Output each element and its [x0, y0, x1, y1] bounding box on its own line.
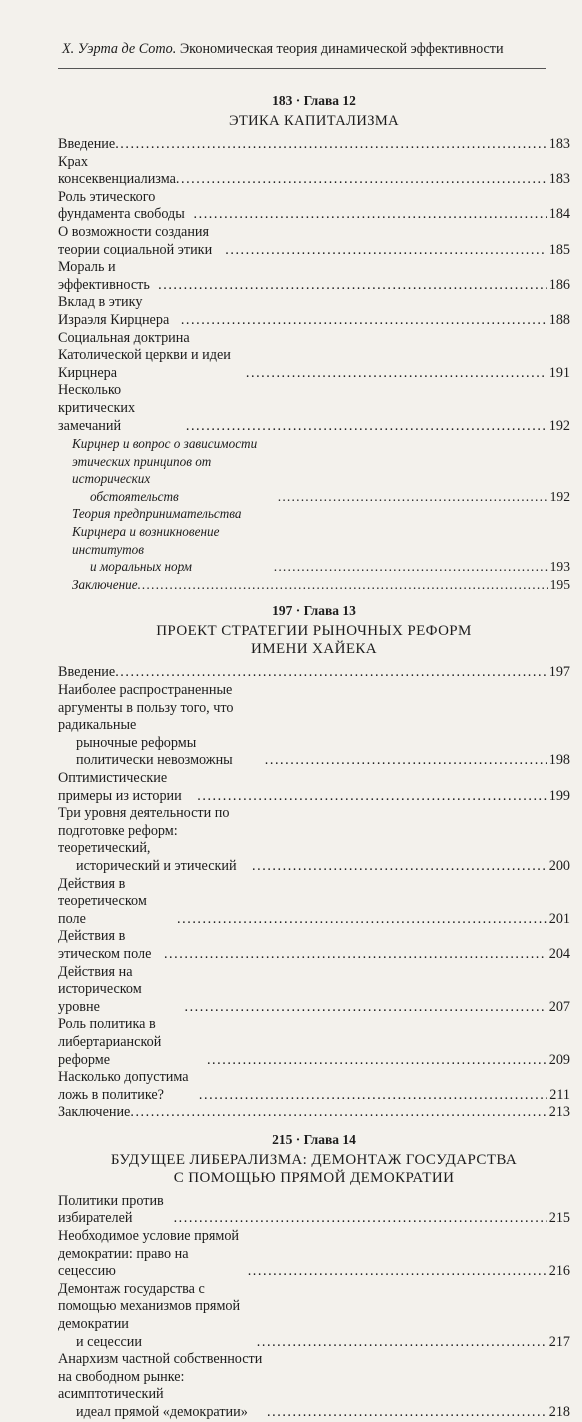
toc-entry-title: [58, 928, 164, 963]
toc-entry-title-line: Мораль и эффективность: [58, 259, 150, 293]
chapter-title-line: ПРОЕКТ СТРАТЕГИИ РЫНОЧНЫХ РЕФОРМ: [156, 623, 472, 640]
toc-leader-dots: [186, 418, 547, 436]
chapter-title-line: ИМЕНИ ХАЙЕКА: [250, 641, 378, 658]
toc-page-number: 218: [548, 1404, 570, 1420]
toc-leader-dots: [197, 788, 546, 806]
toc-page-number: 199: [548, 787, 570, 804]
toc-entry[interactable]: [58, 770, 570, 805]
toc-entry-title: [72, 576, 138, 594]
toc-entry-title: [58, 682, 265, 770]
toc-entry-title: [58, 876, 177, 929]
toc-entry[interactable]: [58, 682, 570, 770]
toc-entry-title-line: Введение: [58, 136, 116, 152]
toc-entry-title: [58, 1193, 174, 1228]
toc-entry-title-line: Действия в этическом поле: [58, 928, 152, 962]
toc-entry[interactable]: [58, 964, 570, 1017]
toc-entry[interactable]: [58, 664, 570, 682]
toc-entry-title: [58, 805, 252, 875]
toc-leader-dots: [115, 136, 547, 154]
toc-entry-title-line: и моральных норм: [90, 559, 192, 575]
toc-subentry[interactable]: [58, 435, 570, 505]
toc-entry-title-line: Социальная доктрина Католической церкви и идеи Кирцнера: [58, 329, 231, 381]
toc-leader-dots: [248, 1263, 547, 1281]
toc-entry[interactable]: [58, 1193, 570, 1228]
chapter-title-line: ЭТИКА КАПИТАЛИЗМА: [228, 113, 400, 129]
toc-entry-title: [58, 1016, 207, 1069]
toc-entry-title-line: Роль этического фундамента свободы: [58, 188, 185, 223]
toc-entry-title-line: Анархизм частной собственности на свободном рынке: асимптотический: [58, 1351, 263, 1403]
toc-page-number: 193: [549, 559, 570, 575]
chapter-number: 183 · Глава 12: [272, 93, 356, 108]
toc-entry-title-line: Действия на историческом уровне: [58, 963, 142, 1015]
header-author: Х. Уэрта де Сото.: [62, 41, 177, 57]
toc-page-number: 198: [548, 752, 570, 769]
chapter-title: [58, 112, 570, 130]
toc-entry-title: [58, 1228, 248, 1281]
table-of-contents: [58, 90, 570, 1422]
chapter-title: [58, 1151, 570, 1187]
toc-leader-dots: [184, 999, 546, 1017]
toc-entry-title-line: Три уровня деятельности по подготовке реформ: теоретический,: [58, 805, 230, 857]
toc-entry[interactable]: [58, 805, 570, 875]
toc-subentry[interactable]: [58, 576, 570, 594]
toc-page-number: 207: [548, 998, 570, 1015]
toc-leader-dots: [158, 277, 547, 295]
toc-entry-title-line: Заключение: [72, 576, 138, 592]
toc-page-number: 192: [548, 417, 570, 434]
toc-leader-dots: [225, 242, 546, 260]
toc-page-number: 183: [548, 136, 570, 152]
toc-subentry[interactable]: [58, 505, 570, 575]
toc-entry-title: [72, 505, 274, 575]
toc-entry[interactable]: [58, 1228, 570, 1281]
toc-entry[interactable]: [58, 1281, 570, 1351]
toc-leader-dots: [130, 1104, 546, 1122]
toc-leader-dots: [274, 558, 548, 576]
toc-leader-dots: [176, 171, 547, 189]
toc-entry-title: [58, 294, 181, 329]
toc-entry-title: [58, 664, 115, 682]
toc-leader-dots: [194, 206, 547, 224]
toc-entry-title: [58, 1069, 199, 1104]
toc-leader-dots: [115, 664, 547, 682]
toc-entry[interactable]: [58, 189, 570, 224]
header-book-title: Экономическая теория динамической эффективности: [179, 41, 504, 57]
toc-entry-title-line: идеал прямой «демократии»: [76, 1404, 248, 1420]
toc-page-number: 197: [548, 664, 570, 681]
toc-entry[interactable]: [58, 1016, 570, 1069]
toc-entry-title-line: Оптимистические примеры из истории: [58, 770, 182, 804]
toc-page-number: 192: [549, 488, 570, 504]
toc-entry-title-line: Демонтаж государства с помощью механизмов прямой демократии: [58, 1280, 241, 1333]
toc-page-number: 217: [548, 1333, 570, 1350]
toc-entry-title-line: Насколько допустима ложь в политике?: [58, 1069, 189, 1103]
toc-entry-title-line: О возможности создания теории социальной этики: [58, 223, 213, 258]
toc-page-number: 184: [548, 206, 570, 223]
toc-entry-title: [58, 770, 197, 805]
toc-leader-dots: [164, 946, 547, 964]
toc-entry[interactable]: [58, 382, 570, 435]
toc-leader-dots: [257, 1334, 547, 1352]
toc-entry-title-line: исторический и этический: [76, 857, 237, 874]
toc-entry[interactable]: [58, 1069, 570, 1104]
toc-entry-title-line: Необходимое условие прямой демократии: право на сецессию: [58, 1228, 240, 1280]
toc-entry[interactable]: [58, 1104, 570, 1122]
toc-entry-title: [58, 154, 176, 189]
toc-entry-title: [58, 136, 115, 154]
toc-leader-dots: [265, 752, 547, 770]
chapter-gap: [58, 1122, 570, 1129]
toc-entry-title-line: Введение: [58, 664, 116, 681]
chapter-number: 215 · Глава 14: [272, 1131, 356, 1147]
toc-leader-dots: [246, 365, 547, 383]
toc-entry-title: [58, 382, 186, 435]
toc-entry-title-line: Кирцнер и вопрос о зависимости этических принципов от исторических: [72, 436, 258, 487]
toc-entry-title: [58, 1351, 267, 1421]
chapter-title: [58, 622, 570, 658]
toc-entry-title-line: Наиболее распространенные аргументы в пользу того, что радикальные: [58, 682, 234, 734]
toc-entry[interactable]: [58, 294, 570, 329]
toc-entry-title-line: обстоятельств: [90, 488, 179, 504]
toc-entry-title: [58, 189, 194, 224]
toc-entry-title: [58, 1104, 130, 1122]
toc-leader-dots: [177, 911, 547, 929]
toc-leader-dots: [138, 576, 548, 594]
chapter-title-line: БУДУЩЕЕ ЛИБЕРАЛИЗМА: ДЕМОНТАЖ ГОСУДАРСТВА: [110, 1151, 518, 1168]
toc-page-number: 183: [548, 171, 570, 188]
toc-entry-title: [72, 435, 278, 505]
toc-entry-title: [58, 259, 158, 294]
toc-leader-dots: [199, 1087, 547, 1105]
toc-entry-title-line: Политики против избирателей: [58, 1192, 164, 1227]
toc-entry-title-line: Действия в теоретическом поле: [58, 875, 147, 927]
toc-page-number: 211: [549, 1086, 570, 1103]
toc-entry-title-line: и сецессии: [76, 1333, 142, 1350]
toc-leader-dots: [267, 1404, 547, 1422]
toc-entry[interactable]: [58, 136, 570, 154]
toc-page-number: 215: [548, 1210, 570, 1227]
toc-entry-title: [58, 1281, 257, 1351]
toc-entry-title-line: Заключение: [58, 1104, 131, 1121]
toc-leader-dots: [207, 1052, 547, 1070]
toc-entry-title-line: Крах консеквенциализма: [58, 153, 176, 188]
toc-leader-dots: [174, 1210, 547, 1228]
toc-entry-title-line: рыночные реформы политически невозможны: [76, 734, 233, 769]
toc-entry-title: [58, 964, 184, 1017]
toc-page-number: 188: [548, 311, 570, 328]
toc-entry[interactable]: [58, 224, 570, 259]
toc-entry-title-line: Роль политика в либертарианской реформе: [58, 1016, 162, 1068]
toc-page-number: 186: [548, 276, 570, 293]
toc-entry[interactable]: [58, 154, 570, 189]
toc-page-number: 201: [548, 910, 570, 927]
toc-page-number: 191: [548, 364, 570, 381]
chapter-gap: [58, 593, 570, 600]
chapter-title-line: С ПОМОЩЬЮ ПРЯМОЙ ДЕМОКРАТИИ: [173, 1169, 455, 1186]
toc-entry-title-line: Вклад в этику Израэля Кирцнера: [58, 294, 170, 328]
toc-entry[interactable]: [58, 330, 570, 383]
running-header: [62, 41, 542, 58]
toc-page-number: 213: [548, 1104, 570, 1121]
header-rule: [58, 68, 546, 69]
toc-page-number: 185: [548, 241, 570, 258]
toc-entry-title: [58, 330, 246, 383]
toc-entry[interactable]: [58, 928, 570, 963]
toc-entry[interactable]: [58, 876, 570, 929]
toc-page-number: 200: [548, 857, 570, 874]
toc-leader-dots: [181, 312, 547, 330]
toc-entry[interactable]: [58, 259, 570, 294]
toc-page-number: 216: [548, 1263, 570, 1280]
toc-page-number: 195: [549, 576, 570, 592]
toc-leader-dots: [278, 488, 548, 506]
toc-leader-dots: [252, 858, 547, 876]
toc-page-number: 204: [548, 945, 570, 962]
toc-entry-title: [58, 224, 225, 259]
toc-entry-title-line: Теория предпринимательства Кирцнера и возникновение институтов: [72, 506, 242, 557]
toc-entry[interactable]: [58, 1351, 570, 1421]
toc-entry-title-line: Несколько критических замечаний: [58, 382, 136, 434]
toc-page-number: 209: [548, 1051, 570, 1068]
chapter-number: 197 · Глава 13: [272, 603, 356, 619]
